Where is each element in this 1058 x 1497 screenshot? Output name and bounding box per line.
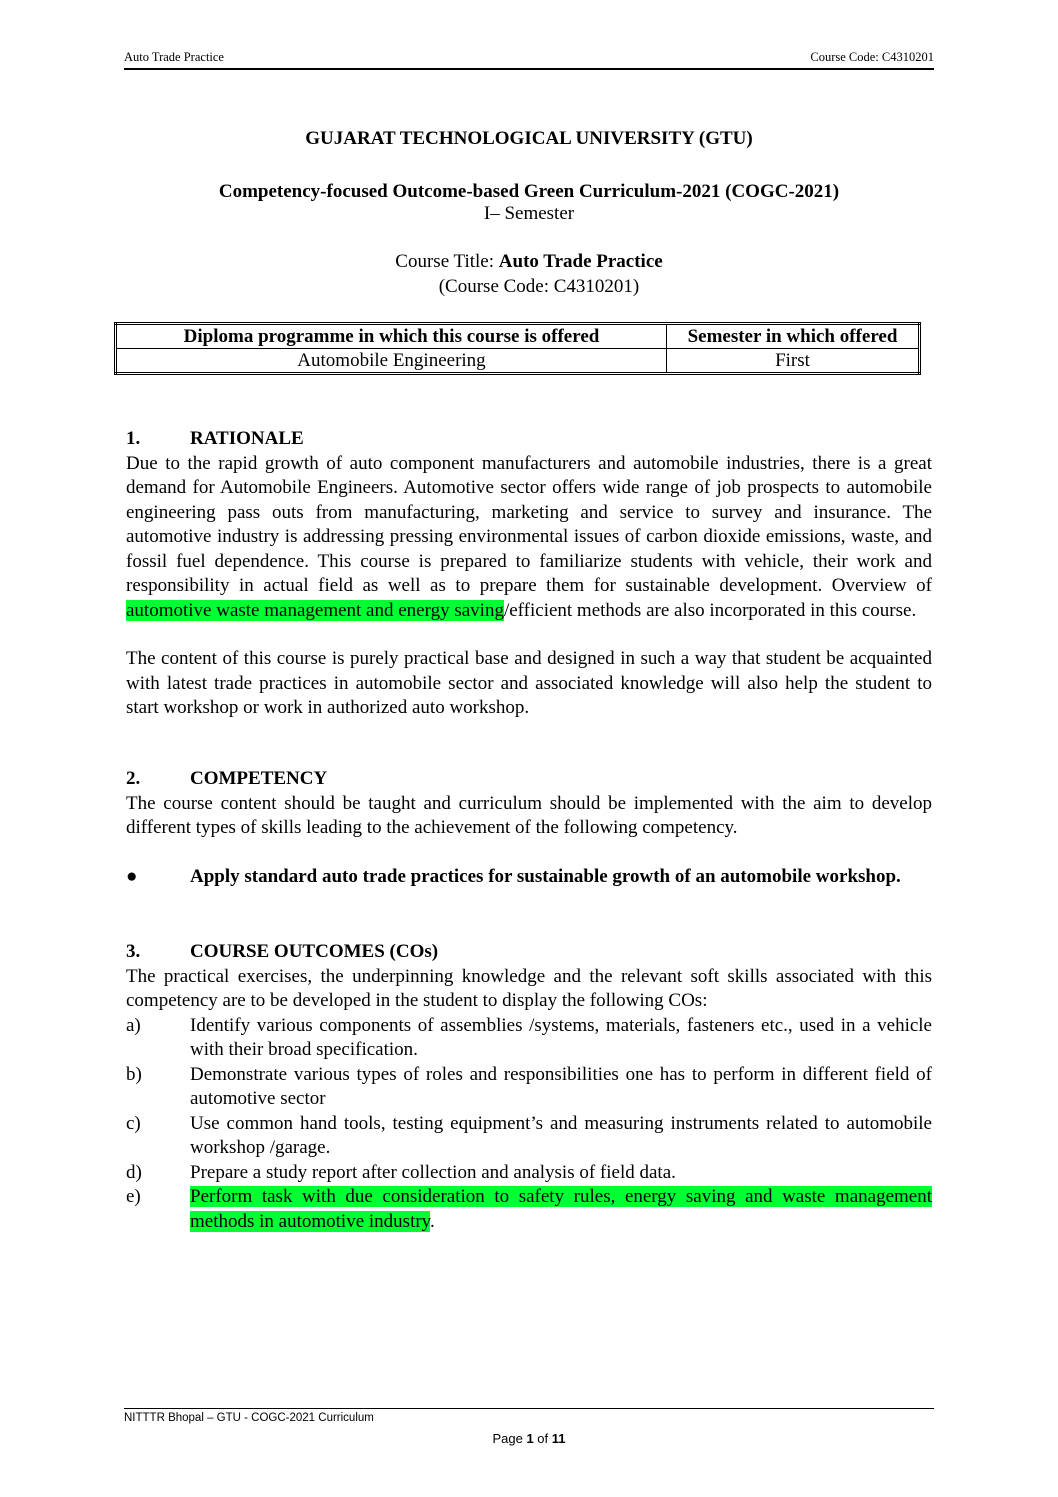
- course-title-label: Course Title:: [395, 251, 499, 272]
- section-title: RATIONALE: [190, 428, 304, 449]
- table-header-semester: Semester in which offered: [667, 324, 920, 349]
- rationale-paragraph-1: [126, 452, 932, 624]
- section-number: 1.: [126, 428, 141, 449]
- highlighted-text: Perform task with due consideration to safety rules, energy saving and waste management methods in automotive industry: [190, 1186, 932, 1232]
- semester-label: I– Semester: [483, 203, 575, 224]
- outcome-text-wrap: [190, 1185, 932, 1234]
- section-heading: [126, 767, 932, 792]
- outcome-trailing: .: [429, 1210, 435, 1232]
- section-heading: [126, 940, 932, 965]
- university-title: GUJARAT TECHNOLOGICAL UNIVERSITY (GTU): [305, 128, 753, 149]
- outcome-item: [126, 1161, 932, 1186]
- footer-source: NITTTR Bhopal – GTU - COGC-2021 Curriculum: [124, 1412, 374, 1424]
- section-competency: [126, 767, 932, 889]
- outcome-item: [126, 1063, 932, 1112]
- section-number: 3.: [126, 941, 141, 962]
- page-of: of: [533, 1431, 552, 1446]
- outcome-text: Demonstrate various types of roles and responsibilities one has to perform in different field of automotive sector: [190, 1063, 932, 1109]
- section-title: COURSE OUTCOMES (COs): [190, 941, 439, 962]
- outcome-label: e): [126, 1186, 141, 1207]
- outcome-label: a): [126, 1014, 141, 1036]
- outcome-text: Use common hand tools, testing equipment’s and measuring instruments related to automobile workshop /garage.: [190, 1112, 932, 1158]
- page-number: [0, 1431, 1058, 1446]
- table-header-programme: Diploma programme in which this course is offered: [116, 324, 667, 349]
- page-prefix: Page: [492, 1431, 527, 1446]
- header-course-code: Course Code: C4310201: [810, 50, 934, 64]
- outcomes-intro: The practical exercises, the underpinning knowledge and the relevant soft skills associated with this competency are to be developed in the student to display the following COs:: [126, 965, 932, 1011]
- outcome-item: [126, 1185, 932, 1234]
- page-current: 1: [526, 1431, 534, 1446]
- outcome-text: Prepare a study report after collection and analysis of field data.: [190, 1161, 676, 1183]
- course-title: Auto Trade Practice: [498, 251, 663, 272]
- page-header: [124, 50, 934, 68]
- table-cell-semester: First: [667, 349, 920, 374]
- page-total: 11: [551, 1431, 566, 1446]
- section-heading: [126, 427, 932, 452]
- offer-table: [114, 322, 921, 375]
- highlighted-text: automotive waste management and energy saving: [126, 599, 504, 621]
- competency-statement: [126, 865, 932, 890]
- section-rationale: [126, 427, 932, 721]
- section-number: 2.: [126, 768, 141, 789]
- course-title-line: [0, 251, 1058, 273]
- table-row: [116, 349, 920, 374]
- rationale-text-end: /efficient methods are also incorporated in this course.: [503, 599, 917, 621]
- table-cell-programme: Automobile Engineering: [116, 349, 667, 374]
- outcome-item: [126, 1112, 932, 1161]
- outcome-label: b): [126, 1063, 142, 1085]
- bullet-icon: ●: [126, 865, 138, 887]
- course-code-line: (Course Code: C4310201): [438, 276, 640, 297]
- outcome-text: Identify various components of assemblies /systems, materials, fasteners etc., used in a vehicle with their broad specification.: [190, 1014, 932, 1060]
- outcome-label: c): [126, 1112, 141, 1134]
- outcome-item: [126, 1014, 932, 1063]
- footer-rule: [124, 1408, 934, 1409]
- section-title: COMPETENCY: [190, 768, 328, 789]
- outcome-label: d): [126, 1161, 142, 1183]
- curriculum-title: Competency-focused Outcome-based Green Curriculum-2021 (COGC-2021): [218, 181, 840, 202]
- rationale-paragraph-2: The content of this course is purely practical base and designed in such a way that student be acquainted with latest trade practices in automobile sector and associated knowledge will also help the student to start workshop or work in authorized auto workshop.: [126, 648, 932, 718]
- section-course-outcomes: [126, 940, 932, 1234]
- header-course-name: Auto Trade Practice: [124, 50, 224, 64]
- table-header-row: [116, 324, 920, 349]
- competency-paragraph: The course content should be taught and curriculum should be implemented with the aim to develop different types of skills leading to the achievement of the following competency.: [126, 792, 932, 838]
- header-rule: [124, 68, 934, 70]
- competency-text: Apply standard auto trade practices for sustainable growth of an automobile workshop.: [190, 865, 901, 887]
- rationale-text: Due to the rapid growth of auto component manufacturers and automobile industries, there is a great demand for Automobile Engineers. Automotive sector offers wide range of job prospects to automobile engineering pass outs from manufacturing, marketing and service to survey and insurance. The automotive industry is addressing pressing environmental issues of carbon dioxide emissions, waste, and fossil fuel dependence. This course is prepared to familiarize students with vehicle, their work and responsibility in actual field as well as to prepare them for sustainable development. Overview of: [126, 452, 932, 596]
